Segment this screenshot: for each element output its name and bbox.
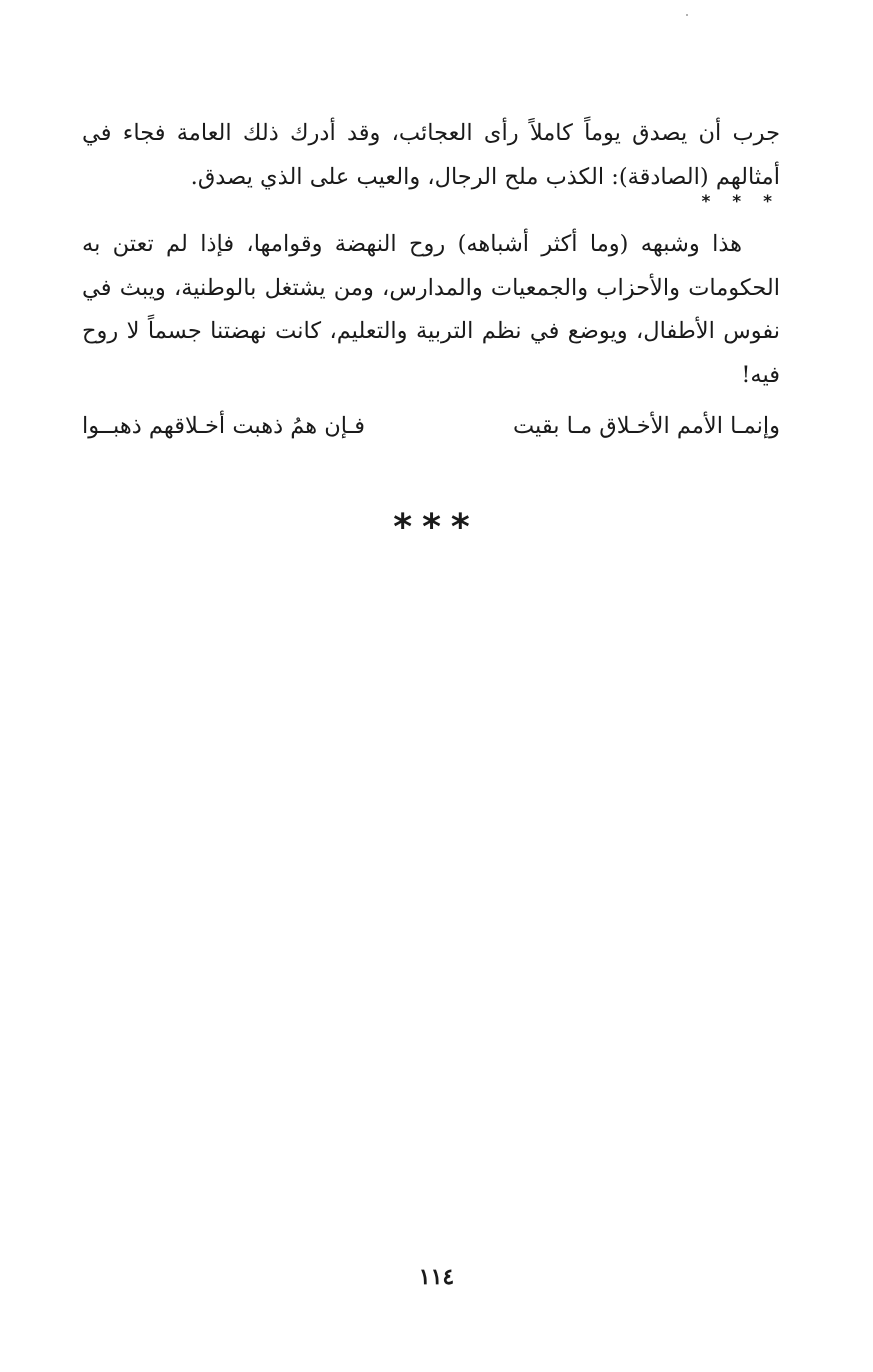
body-text [82,112,780,449]
scan-speck [686,14,688,16]
section-separator-small: * * * [701,192,780,212]
page-number: ١١٤ [418,1264,455,1290]
verse-left-hemistich: فـإن همُ ذهبت أخـلاقهم ذهبــوا [82,413,365,439]
paragraph-2: هذا وشبهه (وما أكثر أشباهه) روح النهضة وقوامها، فإذا لم تعتن به الحكومات والأحزاب والجمعيات والمدارس، ومن يشتغل بالوطنية، ويبث في نفوس الأطفال، ويوضع في نظم التربية والتعليم، كانت نهضتنا جسماً لا روح فيه! [82,231,780,388]
section-separator-large: *** [393,507,480,548]
poetry-verse [82,405,780,449]
paragraph-1: جرب أن يصدق يوماً كاملاً رأى العجائب، وقد أدرك ذلك العامة فجاء في أمثالهم (الصادقة): الكذب ملح الرجال، والعيب على الذي يصدق. [82,120,780,190]
verse-right-hemistich: وإنمـا الأمم الأخـلاق مـا بقيت [512,413,780,439]
